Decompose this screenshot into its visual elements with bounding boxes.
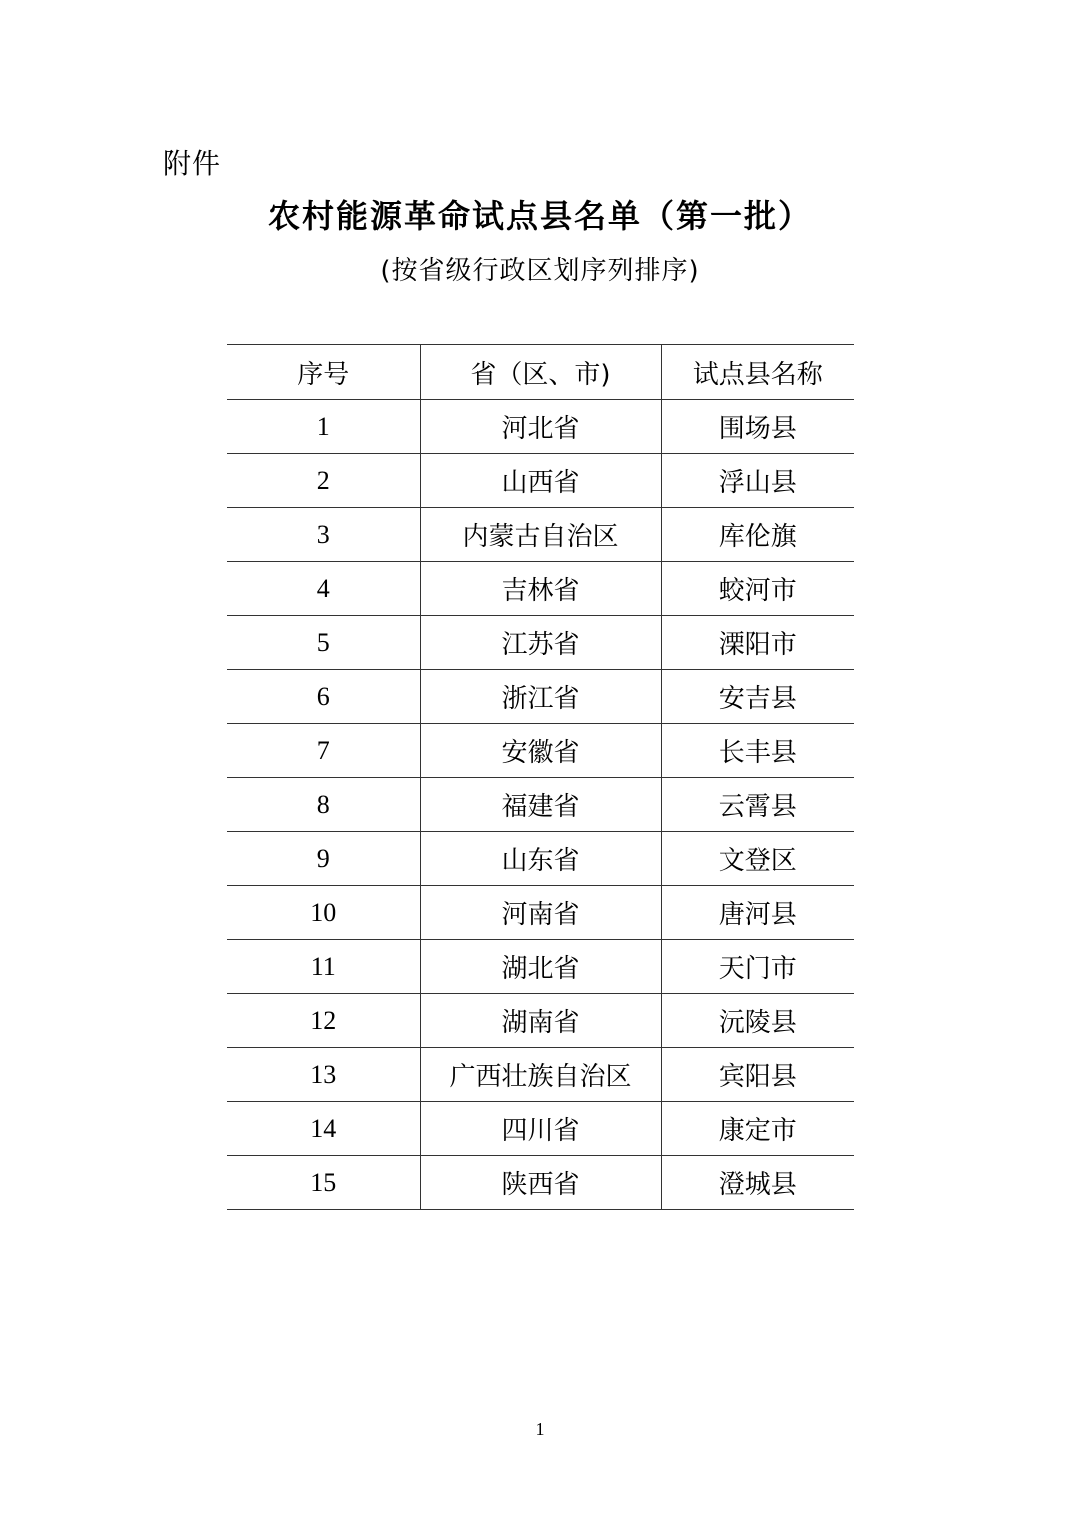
table-row	[227, 886, 854, 940]
row-number: 10	[227, 886, 420, 940]
column-header-county: 试点县名称	[661, 345, 854, 400]
province-cell: 江苏省	[420, 616, 661, 670]
table-row	[227, 562, 854, 616]
page-number: 1	[535, 1419, 545, 1439]
document-title: 农村能源革命试点县名单（第一批）	[267, 197, 812, 235]
province-cell: 湖南省	[420, 994, 661, 1048]
row-number: 8	[227, 778, 420, 832]
document-subtitle: (按省级行政区划序列排序)	[380, 256, 700, 286]
row-number: 5	[227, 616, 420, 670]
county-cell: 库伦旗	[661, 508, 854, 562]
row-number: 9	[227, 832, 420, 886]
province-cell: 河南省	[420, 886, 661, 940]
row-number: 2	[227, 454, 420, 508]
province-cell: 山东省	[420, 832, 661, 886]
row-number: 13	[227, 1048, 420, 1102]
row-number: 7	[227, 724, 420, 778]
county-cell: 溧阳市	[661, 616, 854, 670]
table-row	[227, 832, 854, 886]
table-row	[227, 670, 854, 724]
county-cell: 康定市	[661, 1102, 854, 1156]
county-cell: 云霄县	[661, 778, 854, 832]
county-cell: 长丰县	[661, 724, 854, 778]
table-row	[227, 724, 854, 778]
province-cell: 福建省	[420, 778, 661, 832]
column-header-number: 序号	[227, 345, 420, 400]
county-cell: 沅陵县	[661, 994, 854, 1048]
province-cell: 山西省	[420, 454, 661, 508]
row-number: 1	[227, 400, 420, 454]
province-cell: 浙江省	[420, 670, 661, 724]
pilot-county-table	[227, 344, 854, 1210]
county-cell: 蛟河市	[661, 562, 854, 616]
county-cell: 唐河县	[661, 886, 854, 940]
province-cell: 广西壮族自治区	[420, 1048, 661, 1102]
province-cell: 吉林省	[420, 562, 661, 616]
county-cell: 浮山县	[661, 454, 854, 508]
county-cell: 天门市	[661, 940, 854, 994]
row-number: 15	[227, 1156, 420, 1210]
row-number: 4	[227, 562, 420, 616]
table-row	[227, 400, 854, 454]
province-cell: 陕西省	[420, 1156, 661, 1210]
column-header-province: 省（区、市)	[420, 345, 661, 400]
county-cell: 安吉县	[661, 670, 854, 724]
row-number: 14	[227, 1102, 420, 1156]
row-number: 11	[227, 940, 420, 994]
table-row	[227, 1102, 854, 1156]
attachment-label: 附件	[163, 147, 222, 180]
row-number: 6	[227, 670, 420, 724]
province-cell: 四川省	[420, 1102, 661, 1156]
table-header-row	[227, 345, 854, 400]
county-cell: 围场县	[661, 400, 854, 454]
county-cell: 文登区	[661, 832, 854, 886]
province-cell: 安徽省	[420, 724, 661, 778]
table-row	[227, 994, 854, 1048]
table-row	[227, 454, 854, 508]
province-cell: 内蒙古自治区	[420, 508, 661, 562]
table-row	[227, 1156, 854, 1210]
table-row	[227, 778, 854, 832]
county-cell: 宾阳县	[661, 1048, 854, 1102]
table-row	[227, 1048, 854, 1102]
county-cell: 澄城县	[661, 1156, 854, 1210]
table-row	[227, 940, 854, 994]
row-number: 12	[227, 994, 420, 1048]
province-cell: 湖北省	[420, 940, 661, 994]
table-row	[227, 616, 854, 670]
table-row	[227, 508, 854, 562]
row-number: 3	[227, 508, 420, 562]
province-cell: 河北省	[420, 400, 661, 454]
